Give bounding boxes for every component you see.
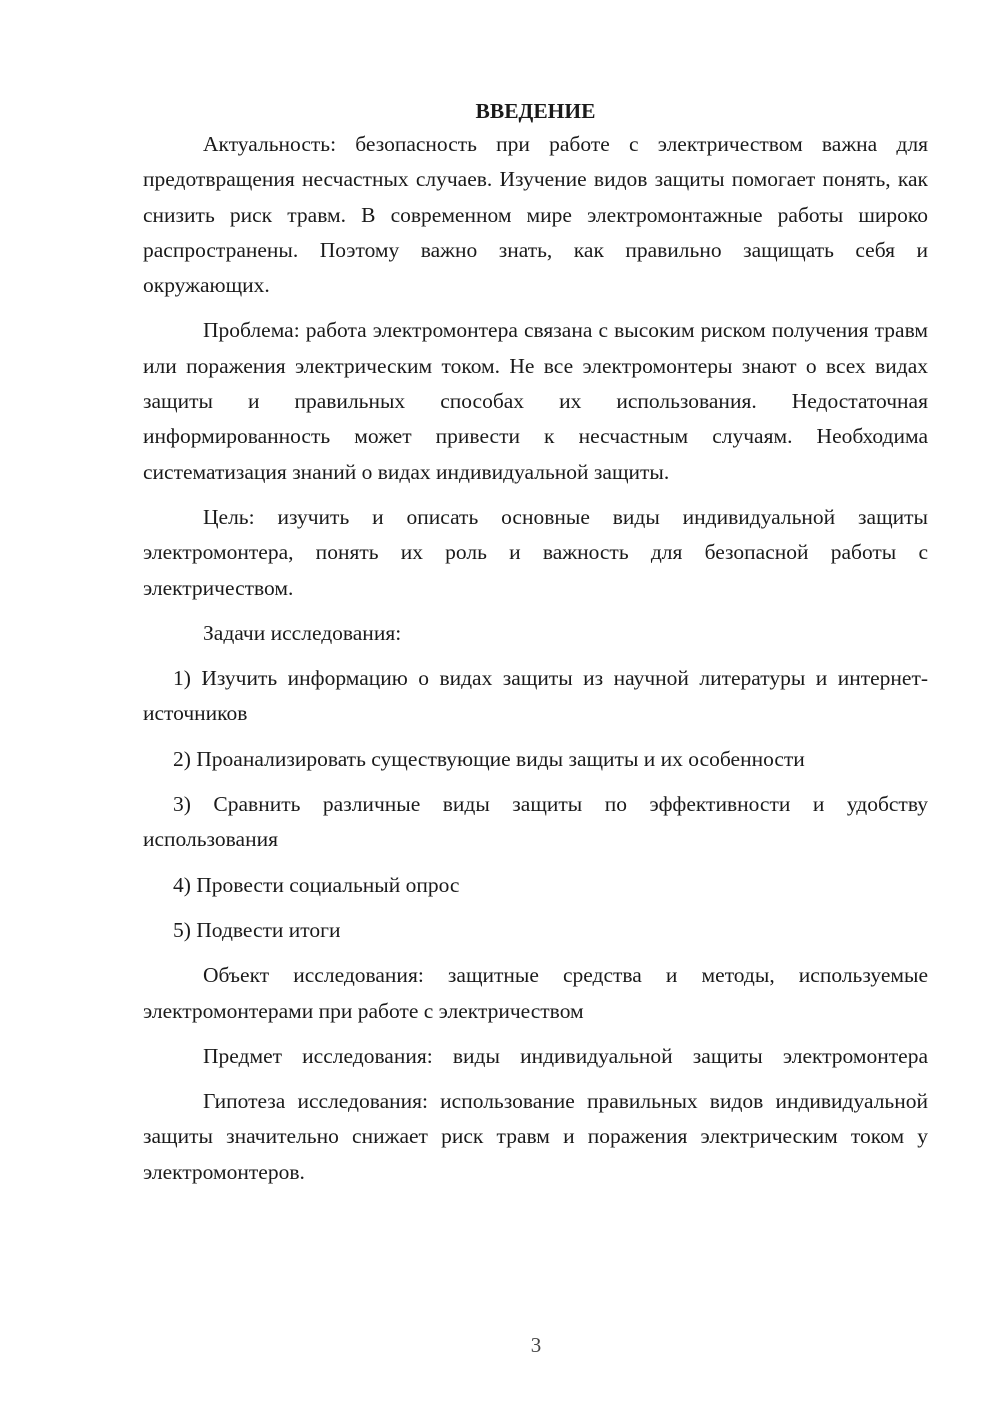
task-item-4: 4) Провести социальный опрос xyxy=(173,872,460,897)
problem-paragraph: Проблема: работа электромонтера связана с высоким риском получения травм или поражения электрическим током. Не все электромонтеры знают о всех видах защиты и правильных способах их использования. Недостаточная информированность может привести к несчастным случаям. Необходима систематизация знаний о видах индивидуальной защиты. xyxy=(143,318,928,484)
hypothesis-paragraph: Гипотеза исследования: использование правильных видов индивидуальной защиты значительно снижает риск травм и поражения электрическим током у электромонтеров. xyxy=(143,1089,928,1184)
tasks-heading: Задачи исследования: xyxy=(203,620,402,645)
goal-paragraph: Цель: изучить и описать основные виды индивидуальной защиты электромонтера, понять их роль и важность для безопасной работы с электричеством. xyxy=(143,504,928,600)
task-item-3: 3) Сравнить различные виды защиты по эффективности и удобству использования xyxy=(143,792,928,852)
page-number: 3 xyxy=(530,1333,542,1357)
subject-paragraph: Предмет исследования: виды индивидуальной защиты электромонтера xyxy=(203,1043,928,1068)
task-item-1: 1) Изучить информацию о видах защиты из научной литературы и интернет-источников xyxy=(143,666,928,726)
document-body xyxy=(143,96,928,1200)
section-title: ВВЕДЕНИЕ xyxy=(475,99,596,123)
relevance-paragraph: Актуальность: безопасность при работе с электричеством важна для предотвращения несчастных случаев. Изучение видов защиты помогает понять, как снизить риск травм. В современном мире электромонтажные работы широко распространены. Поэтому важно знать, как правильно защищать себя и окружающих. xyxy=(143,132,928,298)
object-paragraph: Объект исследования: защитные средства и методы, используемые электромонтерами при работе с электричеством xyxy=(143,963,928,1023)
task-item-5: 5) Подвести итоги xyxy=(173,917,341,942)
task-item-2: 2) Проанализировать существующие виды защиты и их особенности xyxy=(173,746,805,771)
